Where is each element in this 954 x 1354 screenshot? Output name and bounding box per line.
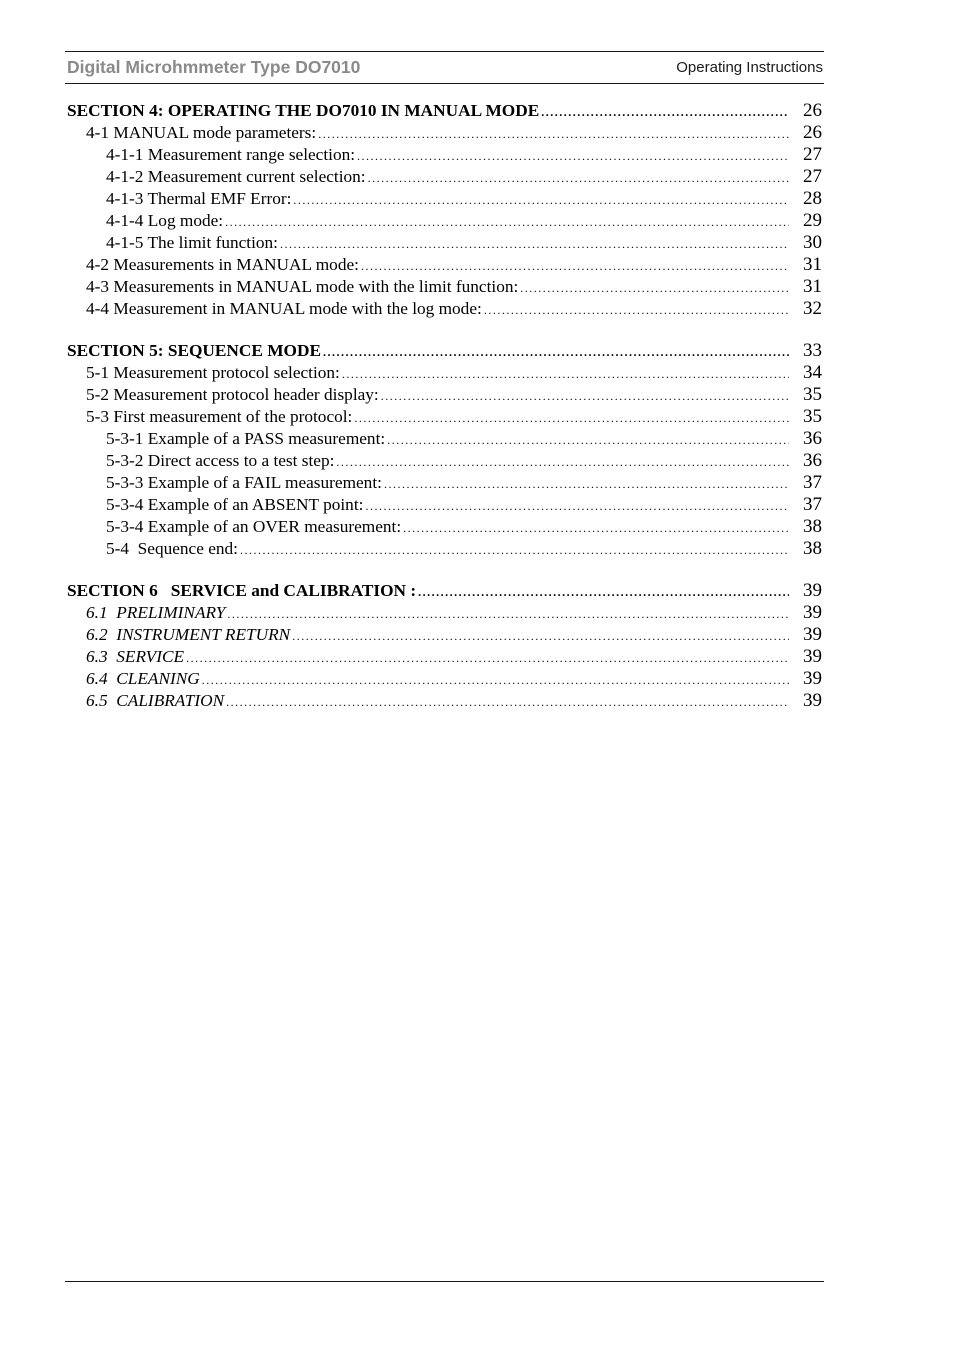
toc-page-number: 29 xyxy=(803,210,822,231)
toc-page-number: 35 xyxy=(803,384,822,405)
toc-entry[interactable] xyxy=(106,210,822,231)
toc-page-number: 33 xyxy=(803,340,822,361)
toc-dot-leader xyxy=(361,256,789,276)
toc-entry-title: 4-1-5 The limit function: xyxy=(106,233,278,252)
toc-dot-leader xyxy=(342,364,789,384)
toc-dot-leader xyxy=(186,648,789,668)
toc-entry[interactable] xyxy=(86,690,822,711)
toc-page-number: 39 xyxy=(803,602,822,623)
toc-dot-leader xyxy=(541,102,789,122)
toc-dot-leader xyxy=(226,692,789,712)
toc-entry-title: 4-4 Measurement in MANUAL mode with the log mode: xyxy=(86,299,482,318)
toc-entry-title: 4-3 Measurements in MANUAL mode with the limit function: xyxy=(86,277,519,296)
toc-dot-leader xyxy=(202,670,789,690)
toc-entry-title: 5-3-3 Example of a FAIL measurement: xyxy=(106,473,382,492)
toc-dot-leader xyxy=(384,474,789,494)
toc-entry[interactable] xyxy=(86,276,822,297)
toc-entry[interactable] xyxy=(86,298,822,319)
toc-entry[interactable] xyxy=(106,494,822,515)
toc-entry[interactable] xyxy=(106,538,822,559)
toc-page-number: 39 xyxy=(803,580,822,601)
toc-entry[interactable] xyxy=(86,668,822,689)
toc-entry-title: 5-3-2 Direct access to a test step: xyxy=(106,451,335,470)
toc-page-number: 38 xyxy=(803,516,822,537)
toc-entry[interactable] xyxy=(86,384,822,405)
toc-entry-title: 4-1-4 Log mode: xyxy=(106,211,224,230)
toc-entry[interactable] xyxy=(106,472,822,493)
toc-entry[interactable] xyxy=(106,428,822,449)
toc-page-number: 31 xyxy=(803,276,822,297)
toc-entry[interactable] xyxy=(106,188,822,209)
toc-entry[interactable] xyxy=(106,516,822,537)
toc-entry-title: 5-3 First measurement of the protocol: xyxy=(86,407,353,426)
toc-dot-leader xyxy=(227,604,789,624)
toc-dot-leader xyxy=(365,496,789,516)
toc-entry-title: 5-3-4 Example of an OVER measurement: xyxy=(106,517,402,536)
toc-page-number: 38 xyxy=(803,538,822,559)
toc-entry[interactable] xyxy=(86,254,822,275)
toc-dot-leader xyxy=(520,278,789,298)
toc-entry-title: 5-3-4 Example of an ABSENT point: xyxy=(106,495,364,514)
toc-dot-leader xyxy=(484,300,789,320)
toc-entry-title: SECTION 5: SEQUENCE MODE xyxy=(67,341,321,360)
toc-entry[interactable] xyxy=(86,406,822,427)
toc-section-entry[interactable] xyxy=(67,100,822,121)
toc-dot-leader xyxy=(318,124,789,144)
toc-dot-leader xyxy=(368,168,789,188)
toc-page-number: 36 xyxy=(803,428,822,449)
toc-entry[interactable] xyxy=(106,232,822,253)
toc-entry[interactable] xyxy=(86,122,822,143)
toc-page-number: 35 xyxy=(803,406,822,427)
toc-entry-title: 5-3-1 Example of a PASS measurement: xyxy=(106,429,386,448)
toc-page-number: 28 xyxy=(803,188,822,209)
toc-entry[interactable] xyxy=(106,166,822,187)
toc-entry-title: 4-1 MANUAL mode parameters: xyxy=(86,123,317,142)
toc-page-number: 31 xyxy=(803,254,822,275)
toc-entry-title: SECTION 4: OPERATING THE DO7010 IN MANUAL MODE xyxy=(67,101,540,120)
toc-entry-title: 5-1 Measurement protocol selection: xyxy=(86,363,340,382)
toc-page-number: 27 xyxy=(803,166,822,187)
toc-entry[interactable] xyxy=(86,602,822,623)
toc-entry-title: 4-1-2 Measurement current selection: xyxy=(106,167,366,186)
toc-dot-leader xyxy=(336,452,789,472)
toc-page-number: 32 xyxy=(803,298,822,319)
toc-entry-title: 4-1-3 Thermal EMF Error: xyxy=(106,189,292,208)
toc-entry[interactable] xyxy=(106,450,822,471)
toc-dot-leader xyxy=(280,234,789,254)
toc-dot-leader xyxy=(323,342,789,362)
toc-page-number: 39 xyxy=(803,668,822,689)
toc-page-number: 39 xyxy=(803,646,822,667)
toc-page-number: 26 xyxy=(803,100,822,121)
toc-page-number: 30 xyxy=(803,232,822,253)
toc-entry[interactable] xyxy=(106,144,822,165)
toc-entry-title: 5-2 Measurement protocol header display: xyxy=(86,385,379,404)
toc-dot-leader xyxy=(354,408,789,428)
toc-dot-leader xyxy=(240,540,789,560)
toc-page-number: 37 xyxy=(803,472,822,493)
toc-entry-title: SECTION 6 SERVICE and CALIBRATION : xyxy=(67,581,417,600)
toc-dot-leader xyxy=(387,430,789,450)
toc-entry[interactable] xyxy=(86,646,822,667)
footer-rule xyxy=(65,1281,824,1282)
toc-entry-title: 6.5 CALIBRATION xyxy=(86,691,225,710)
document-type-label: Operating Instructions xyxy=(676,59,823,76)
toc-entry[interactable] xyxy=(86,362,822,383)
toc-entry-title: 4-2 Measurements in MANUAL mode: xyxy=(86,255,359,274)
toc-entry-title: 6.4 CLEANING xyxy=(86,669,200,688)
toc-page-number: 37 xyxy=(803,494,822,515)
toc-page-number: 26 xyxy=(803,122,822,143)
toc-entry-title: 6.1 PRELIMINARY xyxy=(86,603,226,622)
toc-entry-title: 6.2 INSTRUMENT RETURN xyxy=(86,625,291,644)
toc-dot-leader xyxy=(418,582,789,602)
toc-page-number: 34 xyxy=(803,362,822,383)
toc-page-number: 39 xyxy=(803,624,822,645)
toc-page-number: 39 xyxy=(803,690,822,711)
toc-dot-leader xyxy=(357,146,789,166)
toc-dot-leader xyxy=(225,212,789,232)
document-title: Digital Microhmmeter Type DO7010 xyxy=(67,57,361,77)
toc-section-entry[interactable] xyxy=(67,340,822,361)
toc-dot-leader xyxy=(292,626,789,646)
toc-entry[interactable] xyxy=(86,624,822,645)
toc-section-entry[interactable] xyxy=(67,580,822,601)
toc-dot-leader xyxy=(381,386,789,406)
toc-dot-leader xyxy=(403,518,789,538)
toc-page-number: 27 xyxy=(803,144,822,165)
toc-dot-leader xyxy=(293,190,789,210)
toc-entry-title: 6.3 SERVICE xyxy=(86,647,185,666)
toc-page-number: 36 xyxy=(803,450,822,471)
toc-entry-title: 4-1-1 Measurement range selection: xyxy=(106,145,356,164)
toc-entry-title: 5-4 Sequence end: xyxy=(106,539,238,558)
